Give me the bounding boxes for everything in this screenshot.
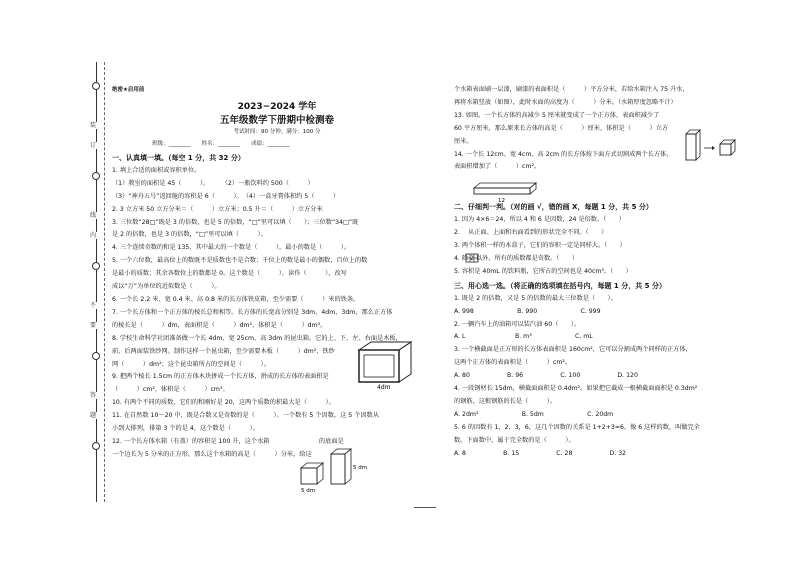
binding-hole-icon [92, 352, 100, 360]
question-line: 12. 一个长方体水箱（有盖）的容积是 100 升，这个水箱 的底面是 [112, 437, 344, 445]
question-line: （3）“神舟五号”返回舱的容积是 6（ ）。 （4）一盒牙膏体积约 5（ ） [112, 192, 340, 200]
question-line: 1. 既是 2 的倍数，又是 5 的倍数的最大三位数是（ ）。 [454, 294, 617, 302]
binding-char: 订 [87, 142, 99, 149]
box-length-label: 4dm [377, 384, 391, 390]
question-line: （ ）cm²，体积是（ ）cm³。 [112, 386, 229, 394]
insect-box-figure [355, 338, 419, 390]
question-line: A. 80 B. 96 C. 100 D. 120 [454, 372, 638, 380]
question-line: 8. 学校生命科学社团准备做一个长 4dm、宽 25cm、高 3dm 的昆虫箱。它的上、下、左、右面是木板， [112, 334, 402, 342]
binding-hole-icon [92, 262, 100, 270]
question-line: A. 2dm² B. 5dm C. 20dm [454, 410, 614, 418]
question-line: 1. 因为 4×6＝24，所以 4 和 6 是因数，24 是倍数。（ ） [454, 216, 625, 224]
left-question-list [112, 151, 442, 462]
question-line: 个水箱表面刷一层漆，刷漆的表面积是（ ）平方分米，若给水箱注入 75 升水， [454, 86, 689, 93]
student-info: 班级：________ 姓名：________ 成绩：________ [152, 140, 290, 147]
question-line: 6. 一个长 2.2 米、宽 0.4 米、高 0.8 米的长方体铁皮箱，至少需要（ ）米的铁条。 [112, 295, 360, 303]
binding-char: 要 [87, 322, 99, 329]
binding-char: 题 [87, 412, 99, 419]
binding-char: 不 [87, 302, 99, 309]
question-line: 是 2 的倍数，也是 3 的倍数，“□”里可以填（ ）。 [112, 231, 267, 239]
secret-label: 绝密★启用前 [112, 87, 145, 93]
question-line: （1）教室的面积是 45（ ）。 （2）一瓶饮料约 500（ ） [112, 179, 314, 187]
question-line: 这两个正方体的表面积是（ ）cm²。 [454, 359, 572, 367]
binding-char: 内 [87, 232, 99, 239]
question-line: 的棱长是（ ）dm，表面积是（ ）dm²，体积是（ ）dm³。 [112, 321, 327, 329]
exam-meta: 考试时间：90 分钟；满分：100 分 [233, 128, 321, 135]
question-line: 9. 把两个棱长 1.5cm 的正方体木块拼成一个长方体，拼成的长方体的表面积是 [112, 373, 329, 381]
binding-hole-icon [92, 82, 100, 90]
cuboid-figure [682, 128, 740, 164]
question-line: 表面积增加了（ ）cm²。 [454, 163, 541, 171]
bar-length-label: 12 [498, 198, 505, 204]
question-line: 14. 一个长 12cm、宽 4cm、高 2cm 的长方体按下面方式切割成两个长方体， [454, 150, 673, 158]
binding-strip [85, 62, 109, 502]
question-line: 1. 填上合适的面积或容积单位。 [112, 166, 201, 174]
exam-year: 2023−2024 学年 [237, 101, 317, 112]
binding-hole-icon [92, 442, 100, 450]
question-line: 4. 除 2 以外，所有的质数都是奇数。（ ） [454, 254, 579, 262]
question-line: 5. 一个六位数，最高位上的数既不是质数也不是合数；千位上的数是最小的偶数，百位上的数 [112, 257, 368, 265]
question-line: 7. 一个长方体和一个正方体的棱长总和相等。长方体的长宽高分别是 3dm、4dm、3dm，那么正方体 [112, 308, 393, 316]
bar-figure [470, 180, 542, 204]
binding-char: 装 [87, 122, 99, 129]
question-line: 11. 在自然数 10～20 中，既是合数又是奇数的是（ ）。一个数有 5 个因数，这 5 个因数从 [112, 412, 379, 420]
question-line: 网（ ）dm²；这个昆虫箱所占的空间是（ ）。 [112, 360, 270, 368]
question-line: 10. 有两个不同的质数，它们的和刚好是 20，这两个质数的积最大是（ ）。 [112, 399, 335, 407]
water-tank-figure [295, 444, 367, 494]
question-line: 数。下面数中，属于完全数的是（ ）。 [454, 436, 575, 444]
question-line: 4. 一段钢材长 15dm，横截面面积是 0.4dm²。如果把它截成一根横截面面积是 0.3dm² [454, 385, 698, 393]
question-line: 3. 三位数“28□”既是 3 的倍数，也是 5 的倍数，“□”里可以填（ ）；三位数“34□”既 [112, 218, 359, 226]
question-line: A. 8 B. 15 C. 28 D. 32 [454, 449, 627, 457]
question-line: A. 998 B. 990 C. 999 [454, 307, 601, 315]
binding-char: 答 [87, 392, 99, 399]
question-line: 前、后两面装铁纱网。制作这样一个昆虫箱，至少需要木板（ ）dm²，铁纱 [112, 347, 335, 355]
question-line: 一个边长为 5 分米的正方形，那么这个水箱的高是（ ）分米，给这 [112, 450, 312, 458]
question-line: 再将水箱竖放（如图），此时水面的高度为（ ）分米。（水箱厚度忽略不计） [454, 98, 677, 106]
section-heading: 三、用心选一选。（将正确的选项填在括号内，每题 1 分，共 5 分） [454, 281, 666, 290]
exam-title: 五年级数学下册期中检测卷 [219, 114, 334, 126]
question-line: 5. 6 的因数有 1，2，3，6，这几个因数的关系是 1+2+3=6，像 6 这样的数，叫做完全 [454, 423, 700, 431]
section-heading: 一、认真填一填。（每空 1 分，共 32 分） [112, 153, 245, 162]
binding-char: 线 [87, 212, 99, 219]
question-line: 3. 一个横截面是正方形的长方体表面积是 160cm²，它可以分割成两个同样的正方体， [454, 346, 692, 354]
question-line: A. L B. m³ C. mL [454, 333, 593, 341]
question-line: 2. 3 立方米 50 立方分米＝（ ）立方米；0.5 升＝（ ）立方分米 [112, 205, 323, 213]
question-line: 60 平方厘米，那么原来长方体的高是（ ）厘米，体积是（ ）立方 [454, 124, 669, 132]
binding-hole-icon [92, 172, 100, 180]
question-line: 5. 容积是 40mL 的饮料瓶，它所占的空间也是 40cm³。（ ） [454, 267, 632, 275]
question-line: 成以“万”为单位的近似数是（ ）。 [112, 283, 221, 291]
question-line: 4. 三个连续奇数的和是 135，其中最大的一个数是（ ），最小的数是（ ）。 [112, 244, 351, 252]
question-line: 的钢筋，这根钢筋的长是（ ）。 [454, 397, 557, 405]
question-line: 是最小的质数；其余各数位上的数都是 0。这个数是（ ），读作（ ），改写 [112, 270, 347, 278]
binding-dashed-line [104, 62, 106, 502]
question-line: 3. 两个体积一样的木盒子，它们的容积一定是同样大。（ ） [454, 241, 626, 249]
question-line: 2. 一辆汽车上的油箱可以装汽油 60（ ）。 [454, 320, 580, 328]
shape-icon [465, 253, 479, 263]
question-line: 2. 从正面、上面和右面看到的形状完全不同。（ ） [454, 229, 608, 237]
left-column [112, 84, 442, 462]
question-line: 13. 如图，一个长方体的高减少 5 厘米就变成了一个正方体，表面积减少了 [454, 111, 660, 119]
tank-bottom-label: 5 dm [301, 488, 316, 494]
footer-divider [414, 507, 436, 508]
question-line: 小到大排列，排第 3 个的是 4，这个数是（ ）。 [112, 425, 259, 433]
section-heading: 二、仔细判一判。（对的画 √，错的画 X，每题 1 分，共 5 分） [454, 203, 653, 212]
tank-side-label: 5 dm [353, 465, 367, 471]
arrow-right-icon [712, 146, 715, 150]
question-line: 厘米。 [454, 137, 473, 145]
